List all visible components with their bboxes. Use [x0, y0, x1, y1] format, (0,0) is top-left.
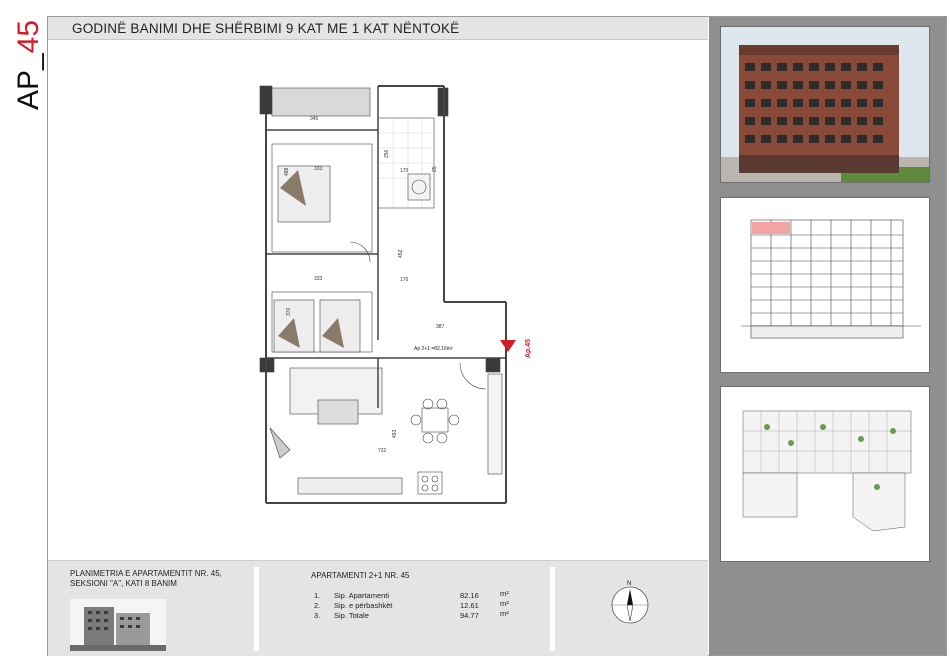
area-num: 1. — [314, 591, 321, 600]
entrance-label: Ap.45 — [525, 338, 532, 358]
dim-balcony: 345 — [310, 116, 319, 122]
floor-key-plan-image — [720, 386, 930, 562]
floor-plan — [250, 78, 540, 508]
area-unit: m² — [500, 609, 509, 618]
area-value: 12.61 — [460, 601, 479, 610]
area-label: Sip. Apartamenti — [334, 591, 390, 600]
area-value: 94.77 — [460, 611, 479, 620]
area-num: 2. — [314, 601, 321, 610]
dim-bath-width: 170 — [400, 168, 409, 174]
compass-label: N — [627, 581, 632, 587]
apartment-heading: APARTAMENTI 2+1 NR. 45 — [311, 571, 410, 580]
dim-bedroom2-depth: 370 — [286, 307, 292, 316]
svg-text:AP_45 — [12, 20, 44, 110]
area-label: Sip. e përbashkët — [334, 601, 393, 610]
sheet-title: GODINË BANIMI DHE SHËRBIMI 9 KAT ME 1 KAT NËNTOKË — [72, 21, 460, 36]
separator — [254, 567, 259, 651]
dim-wall-25: 25 — [432, 166, 438, 172]
north-arrow-icon — [606, 577, 654, 625]
building-section-image — [720, 197, 930, 373]
area-unit: m² — [500, 599, 509, 608]
sheet-code-number: 45 — [12, 19, 44, 54]
title-bar — [48, 17, 708, 40]
right-panel — [709, 17, 946, 655]
dim-hall-width: 387 — [436, 324, 445, 330]
dim-living-depth: 493 — [392, 429, 398, 438]
dim-bedroom1-width: 333 — [314, 166, 323, 172]
info-bar — [48, 560, 708, 656]
sheet-code-prefix: AP_ — [12, 53, 44, 110]
plan-caption-line1: PLANIMETRIA E APARTAMENTIT NR. 45, — [70, 569, 222, 578]
dim-corridor-width: 170 — [400, 277, 409, 283]
area-num: 3. — [314, 611, 321, 620]
dim-living-width: 732 — [378, 448, 387, 454]
dim-bath-height: 256 — [384, 149, 390, 158]
area-label: Sip. Totale — [334, 611, 369, 620]
dim-bedroom1-depth: 488 — [284, 167, 290, 176]
apartment-area-label: Ap 2+1 =82.16m² — [414, 346, 453, 352]
area-value: 82.16 — [460, 591, 479, 600]
building-photo-thumbnail — [70, 599, 166, 651]
separator — [550, 567, 555, 651]
dim-corridor-length: 452 — [398, 249, 404, 258]
plan-caption — [70, 569, 222, 589]
area-unit: m² — [500, 589, 509, 598]
dim-bedroom2-width: 333 — [314, 276, 323, 282]
building-render-image — [720, 26, 930, 183]
plan-caption-line2: SEKSIONI "A", KATI 8 BANIM — [70, 579, 177, 588]
sheet-code — [4, 6, 44, 116]
